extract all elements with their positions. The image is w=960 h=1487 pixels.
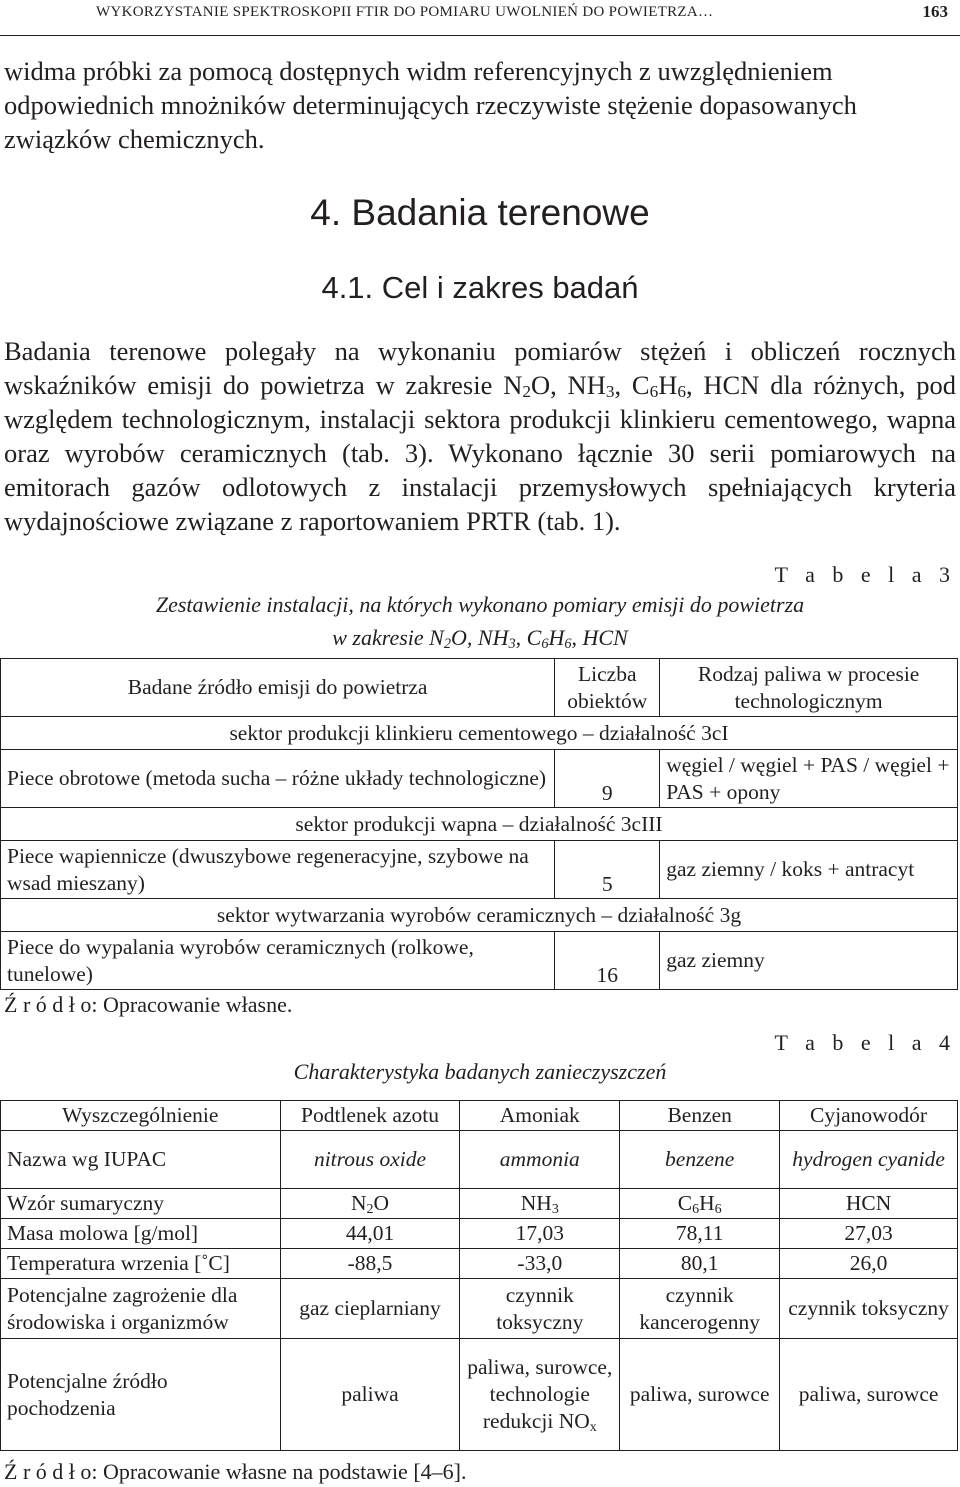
subscript: 3: [605, 382, 615, 401]
table-row: [1, 841, 958, 899]
row-label: Masa molowa [g/mol]: [1, 1219, 281, 1249]
section-title: sektor wytwarzania wyrobów ceramicznych – działalność 3g: [1, 899, 958, 932]
table-cell: 17,03: [460, 1219, 620, 1249]
subscript: 2: [522, 382, 531, 401]
table-cell: paliwa, surowce: [620, 1339, 780, 1451]
header-cell-fuel: Rodzaj paliwa w procesie technologicznym: [660, 659, 958, 717]
table-cell: paliwa: [280, 1339, 460, 1451]
caption-text: , HCN: [571, 625, 628, 650]
fuel-cell: gaz ziemny: [660, 932, 958, 990]
formula-cell: [460, 1189, 620, 1219]
table-cell: czynnik kancerogenny: [620, 1279, 780, 1339]
subscript: 6: [677, 382, 686, 401]
count-cell: 9: [555, 750, 660, 808]
body-text: H: [658, 370, 678, 400]
table-cell: -88,5: [280, 1249, 460, 1279]
table-cell: 80,1: [620, 1249, 780, 1279]
table3-caption-line1: Zestawienie instalacji, na których wykonano pomiary emisji do powietrza: [155, 592, 805, 617]
table-cell: ammonia: [460, 1131, 620, 1189]
formula-cell: [280, 1189, 460, 1219]
table-cell: -33,0: [460, 1249, 620, 1279]
table-cell: hydrogen cyanide: [780, 1131, 958, 1189]
body-paragraph: [4, 334, 956, 538]
table-cell: benzene: [620, 1131, 780, 1189]
running-header: WYKORZYSTANIE SPEKTROSKOPII FTIR DO POMIARU UWOLNIEŃ DO POWIETRZA…: [96, 4, 714, 20]
table-row: [1, 1131, 958, 1189]
section-title: sektor produkcji klinkieru cementowego – działalność 3cI: [1, 717, 958, 750]
table-cell: paliwa, surowce: [780, 1339, 958, 1451]
header-cell: Benzen: [620, 1101, 780, 1131]
table-row: [1, 1249, 958, 1279]
table-row: [1, 1279, 958, 1339]
section-heading: 4. Badania terenowe: [310, 192, 650, 233]
formula-text: H: [699, 1191, 715, 1215]
header-cell: Podtlenek azotu: [280, 1101, 460, 1131]
table4-label: T a b e l a 4: [774, 1030, 956, 1055]
subscript: 2: [443, 636, 452, 652]
row-label: Potencjalne zagrożenie dla środowiska i organizmów: [1, 1279, 281, 1339]
subscript: 6: [649, 382, 659, 401]
table-row: [1, 750, 958, 808]
table-cell: 27,03: [780, 1219, 958, 1249]
table-cell: 26,0: [780, 1249, 958, 1279]
subscript: 6: [541, 636, 549, 652]
source-cell: Piece obrotowe (metoda sucha – różne układy technologiczne): [1, 750, 555, 808]
formula-text: C: [677, 1191, 693, 1215]
body-text: , C: [614, 370, 650, 400]
table-row: [1, 1189, 958, 1219]
fuel-cell: gaz ziemny / koks + antracyt: [660, 841, 958, 899]
caption-text: w zakresie N: [332, 625, 444, 650]
table3-caption-line2: [0, 621, 960, 654]
header-cell-count: Liczba obiektów: [555, 659, 660, 717]
table4-source-note: Ź r ó d ł o: Opracowanie własne na podstawie [4–6].: [4, 1459, 467, 1484]
caption-text: , C: [515, 625, 542, 650]
subscript: 6: [692, 1202, 700, 1217]
table-section-row: [1, 717, 958, 750]
formula-text: N: [350, 1191, 367, 1215]
table3-label: T a b e l a 3: [774, 562, 956, 587]
table3-source-note: Ź r ó d ł o: Opracowanie własne.: [4, 992, 293, 1017]
page-number: 163: [922, 2, 948, 21]
table-cell: czynnik toksyczny: [460, 1279, 620, 1339]
row-label: Temperatura wrzenia [˚C]: [1, 1249, 281, 1279]
formula-text: NH: [520, 1191, 552, 1215]
table-cell: 78,11: [620, 1219, 780, 1249]
body-text: , HCN dla różnych, pod względem technologicznym, instalacji sektora produkcji klinkieru cementowego, wapna oraz wyrobów ceramicznych (tab. 3). Wykonano łącznie 30 serii pomiarowych na emitorach gazów odlotowych z instalacji przemysłowych spełniających kryteria wydajnościowe związane z raportowaniem PRTR (tab. 1).: [4, 370, 956, 536]
source-cell: Piece wapiennicze (dwuszybowe regeneracyjne, szybowe na wsad mieszany): [1, 841, 555, 899]
caption-text: H: [548, 625, 565, 650]
count-cell: 5: [555, 841, 660, 899]
table-header-row: [1, 659, 958, 717]
section-title: sektor produkcji wapna – działalność 3cIII: [1, 808, 958, 841]
table-cell: gaz cieplarniany: [280, 1279, 460, 1339]
table-section-row: [1, 899, 958, 932]
formula-cell: HCN: [780, 1189, 958, 1219]
formula-cell: [620, 1189, 780, 1219]
subscript: 2: [366, 1202, 374, 1217]
subscript: x: [589, 1420, 597, 1435]
fuel-cell: węgiel / węgiel + PAS / węgiel + PAS + opony: [660, 750, 958, 808]
header-cell: Amoniak: [460, 1101, 620, 1131]
body-text: Badania terenowe polegały na wykonaniu pomiarów stężeń i obliczeń rocznych wskaźników emisji do powietrza w zakresie N: [4, 336, 956, 400]
table-header-row: [1, 1101, 958, 1131]
table-row: [1, 932, 958, 990]
table-row: [1, 1219, 958, 1249]
subscript: 3: [508, 636, 516, 652]
row-label: Potencjalne źródło pochodzenia: [1, 1339, 281, 1451]
row-label: Nazwa wg IUPAC: [1, 1131, 281, 1189]
table4: [0, 1100, 958, 1451]
header-cell: Cyjanowodór: [780, 1101, 958, 1131]
count-cell: 16: [555, 932, 660, 990]
intro-paragraph: widma próbki za pomocą dostępnych widm referencyjnych z uwzględnieniem odpowiednich mnożników determinujących rzeczywiste stężenie dopasowanych związków chemicznych.: [4, 56, 857, 154]
body-text: O, NH: [530, 370, 606, 400]
table-cell: 44,01: [280, 1219, 460, 1249]
table3-caption: [0, 588, 960, 654]
table-cell: nitrous oxide: [280, 1131, 460, 1189]
formula-text: O: [373, 1191, 390, 1215]
header-cell-source: Badane źródło emisji do powietrza: [1, 659, 555, 717]
table-section-row: [1, 808, 958, 841]
header-cell: Wyszczególnienie: [1, 1101, 281, 1131]
subscript: 3: [551, 1202, 559, 1217]
table4-caption: Charakterystyka badanych zanieczyszczeń: [293, 1059, 667, 1084]
caption-text: O, NH: [451, 625, 509, 650]
cell-text: paliwa, surowce, technologie redukcji NO: [467, 1355, 613, 1433]
source-cell: Piece do wypalania wyrobów ceramicznych (rolkowe, tunelowe): [1, 932, 555, 990]
table-row: [1, 1339, 958, 1451]
table-cell: [460, 1339, 620, 1451]
table-cell: czynnik toksyczny: [780, 1279, 958, 1339]
table3: [0, 658, 958, 990]
subscript: 6: [714, 1202, 722, 1217]
row-label: Wzór sumaryczny: [1, 1189, 281, 1219]
subsection-heading: 4.1. Cel i zakres badań: [321, 270, 639, 305]
header-rule: [0, 35, 960, 36]
subscript: 6: [564, 636, 572, 652]
